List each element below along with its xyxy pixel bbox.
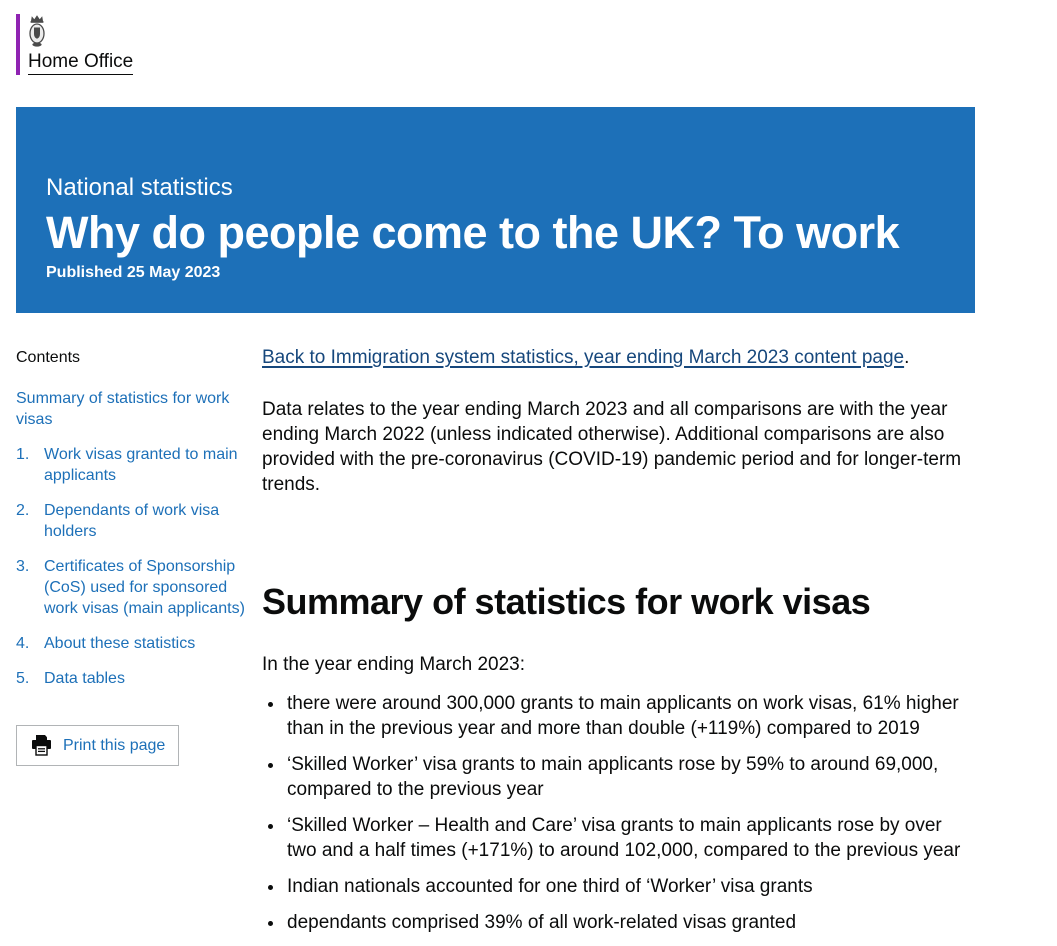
- summary-bullet: • there were around 300,000 grants to main applicants on work visas, 61% higher than in the previous year and more than double (+119%) compared to 2019: [285, 691, 975, 741]
- contents-list-item: [16, 444, 246, 486]
- statistics-type-label: National statistics: [46, 174, 233, 201]
- main-content: [262, 345, 975, 946]
- summary-bullet-list: [262, 691, 975, 935]
- print-page-button[interactable]: [16, 725, 179, 766]
- published-date: Published 25 May 2023: [46, 264, 221, 281]
- back-link[interactable]: Back to Immigration system statistics, year ending March 2023 content page: [262, 347, 905, 368]
- contents-heading: Contents: [16, 349, 81, 366]
- lead-paragraph: In the year ending March 2023:: [262, 654, 526, 675]
- summary-bullet: • ‘Skilled Worker – Health and Care’ visa grants to main applicants rose by over two and a half times (+171%) to around 102,000, compared to the previous year: [285, 813, 975, 863]
- site-header: [16, 14, 133, 75]
- page-title: Why do people come to the UK? To work: [46, 207, 900, 258]
- intro-paragraph: Data relates to the year ending March 2023 and all comparisons are with the year ending March 2022 (unless indicated otherwise). Additional comparisons are also provided with the pre-coronavirus (COVID-19) pandemic period and for longer-term trends.: [262, 399, 962, 495]
- contents-item-link[interactable]: Work visas granted to main applicants: [44, 446, 238, 484]
- sidebar-item-summary[interactable]: Summary of statistics for work visas: [16, 390, 230, 428]
- contents-item-link[interactable]: Certificates of Sponsorship (CoS) used for sponsored work visas (main applicants): [44, 558, 245, 617]
- contents-item-number: 5.: [16, 670, 30, 687]
- back-link-wrap: [262, 345, 975, 370]
- contents-item-number: 3.: [16, 558, 30, 575]
- royal-crest-icon: [28, 14, 46, 47]
- hero-banner: [16, 107, 975, 313]
- contents-list-item: [16, 668, 246, 689]
- section-heading-summary: Summary of statistics for work visas: [262, 581, 871, 622]
- summary-bullet: • Indian nationals accounted for one third of ‘Worker’ visa grants: [285, 874, 975, 899]
- contents-list-item: [16, 633, 246, 654]
- back-link-period: .: [904, 347, 910, 368]
- contents-list: [16, 444, 246, 689]
- contents-list-item: [16, 556, 246, 619]
- printer-icon: [30, 735, 53, 756]
- contents-sidebar: [16, 345, 246, 946]
- contents-item-link[interactable]: About these statistics: [44, 635, 196, 652]
- summary-bullet: • ‘Skilled Worker’ visa grants to main applicants rose by 59% to around 69,000, compared to the previous year: [285, 752, 975, 802]
- home-office-link[interactable]: Home Office: [28, 51, 133, 75]
- print-page-label: Print this page: [63, 736, 166, 754]
- contents-item-link[interactable]: Dependants of work visa holders: [44, 502, 220, 540]
- contents-list-item: [16, 500, 246, 542]
- summary-bullet: • dependants comprised 39% of all work-related visas granted: [285, 910, 975, 935]
- content-area: [16, 345, 975, 946]
- contents-item-number: 1.: [16, 446, 30, 463]
- contents-item-number: 4.: [16, 635, 30, 652]
- contents-item-number: 2.: [16, 502, 30, 519]
- contents-item-link[interactable]: Data tables: [44, 670, 125, 687]
- home-office-logo: [16, 14, 133, 75]
